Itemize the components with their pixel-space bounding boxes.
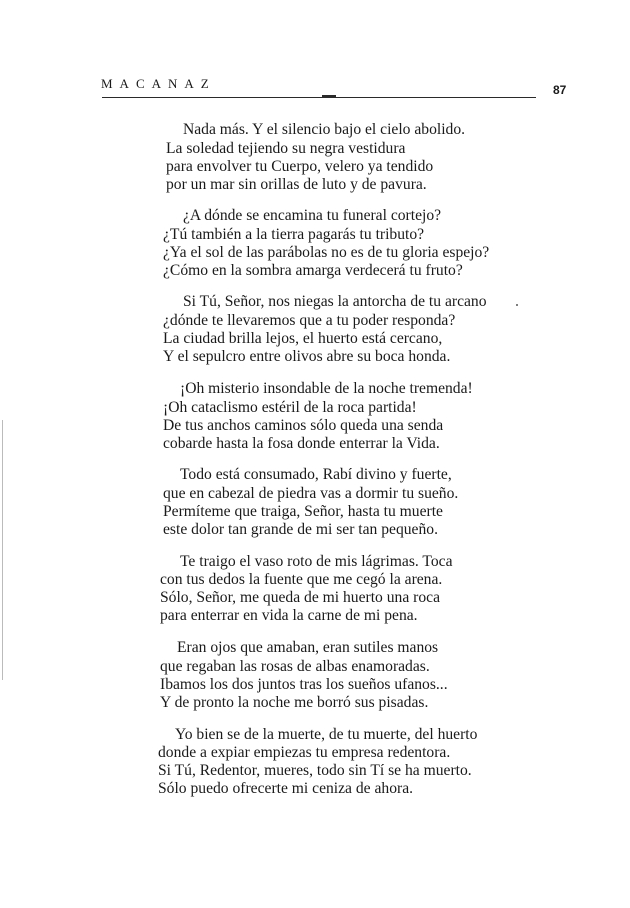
verse-line: ¿A dónde se encamina tu funeral cortejo? [183,207,442,224]
verse-line: que en cabezal de piedra vas a dormir tu sueño. [163,485,459,502]
verse-line: cobarde hasta la fosa donde enterrar la Vida. [163,435,440,452]
verse-line: Te traigo el vaso roto de mis lágrimas. Toca [180,553,453,570]
verse-line: con tus dedos la fuente que me cegó la arena. [160,571,443,588]
verse-line: De tus anchos caminos sólo queda una senda [163,417,444,434]
verse-line: Sólo puedo ofrecerte mi ceniza de ahora. [158,780,414,797]
verse-line: Todo está consumado, Rabí divino y fuerte, [180,466,452,483]
verse-line: Y de pronto la noche me borró sus pisadas. [160,694,429,711]
verse-line: La soledad tejiendo su negra vestidura [166,140,406,157]
verse-line: ¿Tú también a la tierra pagarás tu tributo? [163,226,425,243]
page-number: 87 [553,83,567,97]
header-title: MACANAZ [101,76,216,91]
verse-line: Yo bien se de la muerte, de tu muerte, del huerto [175,726,478,743]
verse-line: ¿Cómo en la sombra amarga verdecerá tu fruto? [163,262,463,279]
verse-line: Si Tú, Señor, nos niegas la antorcha de tu arcano [183,293,487,310]
verse-line: La ciudad brilla lejos, el huerto está cercano, [163,330,443,347]
verse-line: donde a expiar empiezas tu empresa redentora. [158,744,451,761]
verse-line: Eran ojos que amaban, eran sutiles manos [177,639,439,656]
verse-line: ¿dónde te llevaremos que a tu poder responda? [163,312,456,329]
verse-line: Si Tú, Redentor, mueres, todo sin Tí se ha muerto. [158,762,472,779]
verse-line: para enterrar en vida la carne de mi pena. [160,607,418,624]
verse-line: Ibamos los dos juntos tras los sueños ufanos... [160,676,448,693]
verse-line: Permíteme que traiga, Señor, hasta tu muerte [163,503,443,520]
verse-line: para envolver tu Cuerpo, velero ya tendido [166,158,434,175]
verse-line: Nada más. Y el silencio bajo el cielo abolido. [183,121,466,138]
verse-line: Y el sepulcro entre olivos abre su boca honda. [163,348,451,365]
verse-line: Sólo, Señor, me queda de mi huerto una roca [160,589,440,606]
verse-line: que regaban las rosas de albas enamoradas. [160,658,430,675]
verse-line: por un mar sin orillas de luto y de pavura. [166,176,427,193]
verse-line: ¿Ya el sol de las parábolas no es de tu gloria espejo? [163,244,490,261]
verse-line: ¡Oh cataclismo estéril de la roca partida! [163,399,417,416]
verse-line: ¡Oh misterio insondable de la noche tremenda! [180,380,473,397]
verse-line: este dolor tan grande de mi ser tan pequeño. [163,521,438,538]
